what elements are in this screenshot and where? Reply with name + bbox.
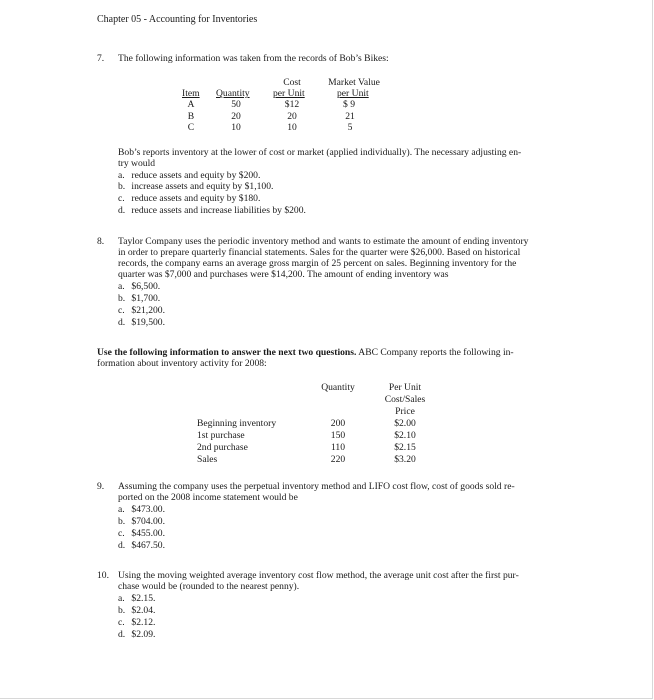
answer-option[interactable]: c. reduce assets and equity by $180.: [118, 193, 261, 204]
header-item: Item: [182, 88, 200, 99]
chapter-header: Chapter 05 - Accounting for Inventories: [97, 14, 258, 25]
row-price: $2.15: [394, 442, 416, 453]
question-number: 9.: [97, 481, 105, 492]
question-text-line: in order to prepare quarterly financial statements. Sales for the quarter were $26,000. Based on historical: [118, 247, 521, 258]
answer-option[interactable]: d. $19,500.: [118, 317, 165, 328]
answer-option[interactable]: d. $2.09.: [118, 629, 156, 640]
answer-option[interactable]: c. $455.00.: [118, 528, 165, 539]
answer-option[interactable]: a. $6,500.: [118, 281, 161, 292]
question-stem-cont: try would: [118, 158, 156, 169]
question-text-line: quarter was $7,000 and purchases were $14,200. The amount of ending inventory was: [118, 269, 449, 280]
question-text-line: ported on the 2008 income statement would be: [118, 492, 298, 503]
cell-market-value: 21: [345, 111, 355, 122]
row-quantity: 150: [330, 430, 346, 441]
row-quantity: 220: [330, 454, 346, 465]
cell-item: B: [187, 111, 195, 122]
answer-option[interactable]: b. $1,700.: [118, 293, 161, 304]
cell-cost: 10: [287, 122, 297, 133]
cell-quantity: 20: [231, 111, 241, 122]
answer-option[interactable]: c. $2.12.: [118, 617, 156, 628]
question-intro: The following information was taken from the records of Bob’s Bikes:: [118, 53, 389, 64]
header-quantity: Quantity: [321, 382, 355, 393]
cell-quantity: 50: [231, 99, 241, 110]
row-price: $3.20: [394, 454, 416, 465]
question-number: 7.: [97, 53, 105, 64]
cell-market-value: 5: [347, 122, 353, 133]
cell-cost: $12: [284, 99, 300, 110]
answer-option[interactable]: b. $2.04.: [118, 605, 156, 616]
header-per-unit: Per Unit: [388, 382, 422, 393]
question-text-line: chase would be (rounded to the nearest penny).: [118, 581, 300, 592]
question-number: 10.: [97, 570, 109, 581]
cell-market-value: $ 9: [343, 99, 355, 110]
answer-option[interactable]: a. $2.15.: [118, 593, 156, 604]
question-text-line: Using the moving weighted average inventory cost flow method, the average unit cost after the first pur-: [118, 570, 519, 581]
answer-option[interactable]: c. $21,200.: [118, 305, 165, 316]
header-price: Price: [395, 406, 415, 417]
header-cost-sales: Cost/Sales: [384, 394, 426, 405]
answer-option[interactable]: d. reduce assets and increase liabilities by $200.: [118, 205, 306, 216]
row-price: $2.10: [394, 430, 416, 441]
row-price: $2.00: [394, 418, 416, 429]
answer-option[interactable]: a. reduce assets and equity by $200.: [118, 170, 261, 181]
row-label: 2nd purchase: [197, 442, 248, 453]
row-label: Sales: [197, 454, 218, 465]
row-label: 1st purchase: [197, 430, 245, 441]
header-mv-per-unit: per Unit: [337, 88, 369, 99]
question-number: 8.: [97, 236, 105, 247]
question-text-line: records, the company earns an average gross margin of 25 percent on sales. Beginning inventory for the: [118, 258, 517, 269]
info-lead-rest: ABC Company reports the following in-: [356, 347, 514, 358]
row-quantity: 200: [330, 418, 346, 429]
row-label: Beginning inventory: [197, 418, 277, 429]
answer-option[interactable]: b. $704.00.: [118, 516, 165, 527]
row-quantity: 110: [330, 442, 346, 453]
cell-cost: 20: [287, 111, 297, 122]
info-bold-lead: Use the following information to answer the next two questions.: [97, 347, 357, 358]
header-quantity: Quantity: [216, 88, 250, 99]
header-market-value: Market Value: [328, 77, 380, 88]
info-paragraph: [97, 347, 514, 358]
cell-item: A: [187, 99, 195, 110]
answer-option[interactable]: b. increase assets and equity by $1,100.: [118, 181, 274, 192]
question-stem: Bob’s reports inventory at the lower of cost or market (applied individually). The necessary adjusting en-: [118, 147, 522, 158]
answer-option[interactable]: a. $473.00.: [118, 504, 165, 515]
question-text-line: Assuming the company uses the perpetual inventory method and LIFO cost flow, cost of goods sold re-: [118, 481, 515, 492]
question-text-line: Taylor Company uses the periodic inventory method and wants to estimate the amount of ending inventory: [118, 236, 529, 247]
header-cost-per-unit: per Unit: [273, 88, 305, 99]
cell-item: C: [187, 122, 195, 133]
info-paragraph-cont: formation about inventory activity for 2008:: [97, 358, 267, 369]
cell-quantity: 10: [231, 122, 241, 133]
header-cost-top: Cost: [283, 77, 301, 88]
answer-option[interactable]: d. $467.50.: [118, 540, 165, 551]
